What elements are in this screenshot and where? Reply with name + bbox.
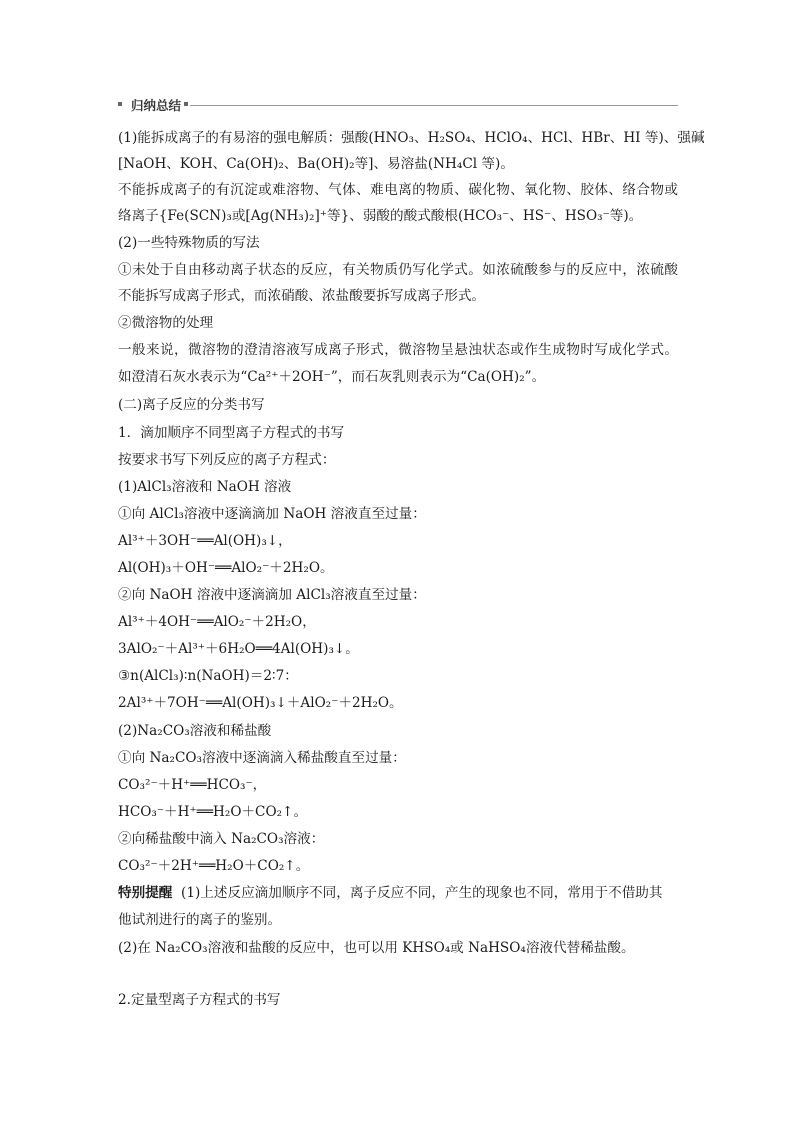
bullet-square-icon [184,102,188,106]
section-header-title: 归纳总结 [131,98,182,113]
equation: Al(OH)₃＋OH⁻══AlO₂⁻＋2H₂O。 [118,560,334,576]
text-line: 不能拆写成离子形式，而浓硝酸、浓盐酸要拆写成离子形式。 [118,288,486,304]
subsection-heading: 2.定量型离子方程式的书写 [118,992,281,1008]
section-header [118,97,678,117]
text-line: ①未处于自由移动离子状态的反应，有关物质仍写化学式。如浓硫酸参与的反应中，浓硫酸 [118,262,678,278]
tip-label: 特别提醒 [118,885,173,901]
text-line: 按要求书写下列反应的离子方程式： [118,452,336,468]
text-line: (1)能拆成离子的有易溶的强电解质：强酸(HNO₃、H₂SO₄、HClO₄、HCl、HBr、HI 等)、强碱 [118,130,705,146]
text-line: [NaOH、KOH、Ca(OH)₂、Ba(OH)₂等]、易溶盐(NH₄Cl 等)。 [118,156,514,172]
text-line: ②向稀盐酸中滴入 Na₂CO₃溶液： [118,831,325,847]
text-line: ②向 NaOH 溶液中逐滴滴加 AlCl₃溶液直至过量： [118,587,426,603]
subsection-heading: 1．滴加顺序不同型离子方程式的书写 [118,425,345,441]
equation: CO₃²⁻＋2H⁺══H₂O＋CO₂↑。 [118,858,310,874]
tip-line [118,884,678,902]
text-line: 如澄清石灰水表示为“Ca²⁺＋2OH⁻”，而石灰乳则表示为“Ca(OH)₂”。 [118,369,546,385]
text-line: 一般来说，微溶物的澄清溶液写成离子形式，微溶物呈悬浊状态或作生成物时写成化学式。 [118,342,678,358]
text-line: 他试剂进行的离子的鉴别。 [118,912,282,928]
text-line: (2)一些特殊物质的写法 [118,235,260,251]
equation: HCO₃⁻＋H⁺══H₂O＋CO₂↑。 [118,804,308,820]
text-line: ②微溶物的处理 [118,315,214,331]
equation: 3AlO₂⁻＋Al³⁺＋6H₂O══4Al(OH)₃↓。 [118,641,359,657]
text-line: ①向 Na₂CO₃溶液中逐滴滴入稀盐酸直至过量： [118,750,406,766]
text-line: (2)Na₂CO₃溶液和稀盐酸 [118,723,272,739]
text-line: (2)在 Na₂CO₃溶液和盐酸的反应中，也可以用 KHSO₄或 NaHSO₄溶液代替稀盐酸。 [118,940,635,956]
bullet-square-icon [118,102,122,106]
equation: Al³⁺＋3OH⁻══Al(OH)₃↓， [118,533,292,549]
text-line: (1)AlCl₃溶液和 NaOH 溶液 [118,479,292,495]
header-rule [190,105,678,106]
section-heading: (二)离子反应的分类书写 [118,397,265,413]
tip-text: (1)上述反应滴加顺序不同，离子反应不同，产生的现象也不同，常用于不借助其 [181,885,663,901]
equation: Al³⁺＋4OH⁻══AlO₂⁻＋2H₂O， [118,614,316,630]
equation: CO₃²⁻＋H⁺══HCO₃⁻， [118,777,267,793]
text-line: ①向 AlCl₃溶液中逐滴滴加 NaOH 溶液直至过量： [118,506,426,522]
text-line: 不能拆成离子的有沉淀或难溶物、气体、难电离的物质、碳化物、氧化物、胶体、络合物或 [118,182,678,198]
text-line: 络离子{Fe(SCN)₃或[Ag(NH₃)₂]⁺等}、弱酸的酸式酸根(HCO₃⁻、HS⁻、HSO₃⁻等)。 [118,208,643,224]
equation: 2Al³⁺＋7OH⁻══Al(OH)₃↓＋AlO₂⁻＋2H₂O。 [118,695,403,711]
text-line: ③n(AlCl₃)∶n(NaOH)＝2∶7： [118,668,298,684]
